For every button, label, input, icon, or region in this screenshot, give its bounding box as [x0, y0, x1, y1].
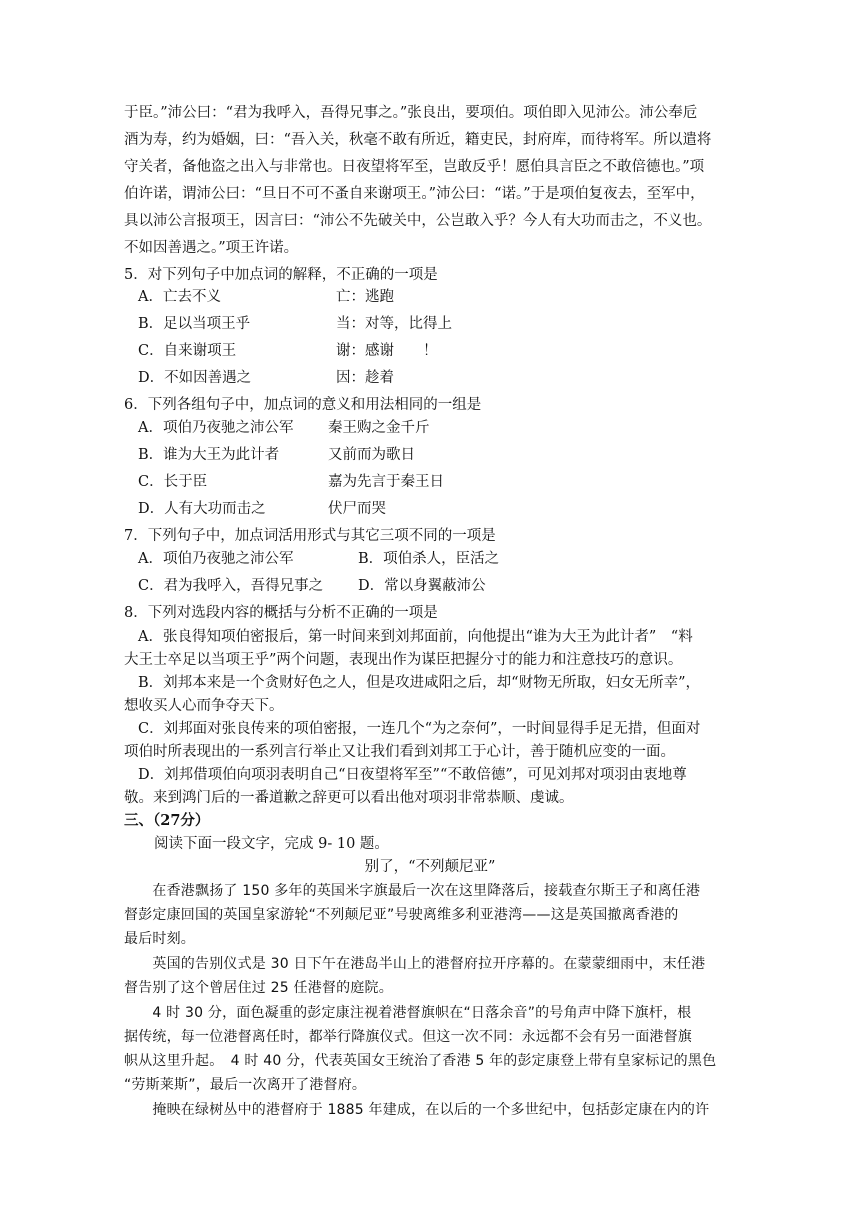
q8-line: A．张良得知项伯密报后，第一时间来到刘邦面前，向他提出“谁为大王为此计者” “料 — [138, 629, 693, 645]
option-sentence: C．长于臣 — [138, 474, 208, 490]
passage-line: 守关者，备他盗之出入与非常也。日夜望将军至，岂敢反乎！愿伯具言臣之不敢倍德也。”项 — [124, 159, 705, 175]
passage-line: 伯许诺，谓沛公曰：“旦日不可不蚤自来谢项王。”沛公曰：“诺。”于是项伯复夜去，至军中， — [124, 186, 705, 202]
q6-option-c — [138, 472, 860, 492]
option-gloss: 因：趁着 — [336, 370, 394, 386]
article-line: 在香港飘扬了 150 多年的英国米字旗最后一次在这里降落后，接载查尔斯王子和离任港 — [124, 883, 701, 899]
article-line: “劳斯莱斯”，最后一次离开了港督府。 — [124, 1077, 367, 1093]
option-gloss: 谢：感谢 ！ — [336, 343, 438, 359]
option-sentence: B．足以当项王乎 — [138, 316, 251, 332]
option-sentence: C．自来谢项王 — [138, 343, 237, 359]
article-line: 督告别了这个曾居住过 25 任港督的庭院。 — [124, 980, 393, 996]
article-line: 4 时 30 分，面色凝重的彭定康注视着港督旗帜在“日落余音”的号角声中降下旗杆，根 — [124, 1005, 692, 1021]
q8-line: 大王士卒足以当项王乎”两个问题，表现出作为谋臣把握分寸的能力和注意技巧的意识。 — [124, 652, 683, 668]
option-sentence: A．亡去不义 — [138, 289, 221, 305]
q6-option-d — [138, 499, 860, 519]
q6-option-b — [138, 445, 860, 465]
article-line: 帜从这里升起。 4 时 40 分，代表英国女王统治了香港 5 年的彭定康登上带有皇家标记的黑色 — [124, 1053, 717, 1069]
option-sentence: D．不如因善遇之 — [138, 370, 252, 386]
q5-option-a — [138, 287, 860, 307]
q8-line: D．刘邦借项伯向项羽表明自己“日夜望将军至”“不敢倍德”，可见刘邦对项羽由衷地尊 — [138, 767, 687, 783]
section-intro: 阅读下面一段文字，完成 9- 10 题。 — [154, 836, 389, 852]
q8-line: 想收买人心而争夺天下。 — [124, 698, 284, 714]
q7-option-d: D．常以身翼蔽沛公 — [358, 578, 486, 594]
passage-line: 于臣。”沛公曰：“君为我呼入，吾得兄事之。”张良出，要项伯。项伯即入见沛公。沛公奉卮 — [124, 105, 698, 121]
section-heading: 三、（27分） — [124, 812, 210, 829]
passage-line: 不如因善遇之。”项王许诺。 — [124, 240, 299, 256]
q7-option-c: C．君为我呼入，吾得兄事之 — [138, 578, 324, 594]
q8-line: 敬。来到鸿门后的一番道歉之辞更可以看出他对项羽非常恭顺、虔诚。 — [124, 790, 574, 806]
q8-line: 项伯时所表现出的一系列言行举止又让我们看到刘邦工于心计，善于随机应变的一面。 — [124, 744, 675, 760]
passage-line: 具以沛公言报项王，因言曰：“沛公不先破关中，公岂敢入乎？今人有大功而击之，不义也。 — [124, 213, 712, 229]
q7-option-b: B．项伯杀人，臣活之 — [358, 551, 500, 567]
option-sentence: B．谁为大王为此计者 — [138, 447, 280, 463]
option-gloss: 当：对等，比得上 — [336, 316, 452, 332]
article-line: 最后时刻。 — [124, 931, 195, 947]
article-title: 别了，“不列颠尼亚” — [364, 859, 496, 875]
q8-line: B．刘邦本来是一个贪财好色之人，但是攻进咸阳之后，却“财物无所取，妇女无所幸”， — [138, 675, 700, 691]
option-sentence: A．项伯乃夜驰之沛公军 — [138, 420, 294, 436]
question-5-stem: 5．对下列句子中加点词的解释，不正确的一项是 — [124, 267, 438, 283]
article-line: 掩映在绿树丛中的港督府于 1885 年建成，在以后的一个多世纪中，包括彭定康在内的许 — [124, 1102, 710, 1118]
article-line: 据传统，每一位港督离任时，都举行降旗仪式。但这一次不同：永远都不会有另一面港督旗 — [124, 1029, 692, 1045]
option-compare: 伏尸而哭 — [328, 501, 386, 517]
question-6-stem: 6．下列各组句子中，加点词的意义和用法相同的一组是 — [124, 397, 482, 413]
q8-line: C．刘邦面对张良传来的项伯密报，一连几个“为之奈何”，一时间显得手足无措，但面对 — [138, 721, 701, 737]
q7-options-row-1 — [138, 549, 860, 569]
q7-options-row-2 — [138, 576, 860, 596]
article-line: 督彭定康回国的英国皇家游轮“不列颠尼亚”号驶离维多利亚港湾——这是英国撤离香港的 — [124, 907, 679, 923]
q6-option-a — [138, 418, 860, 438]
article-line: 英国的告别仪式是 30 日下午在港岛半山上的港督府拉开序幕的。在蒙蒙细雨中，末任港 — [124, 956, 706, 972]
option-compare: 嘉为先言于秦王日 — [328, 474, 444, 490]
option-compare: 又前而为歌日 — [328, 447, 415, 463]
option-sentence: D．人有大功而击之 — [138, 501, 266, 517]
question-7-stem: 7．下列句子中，加点词活用形式与其它三项不同的一项是 — [124, 528, 496, 544]
option-compare: 秦王购之金千斤 — [328, 420, 430, 436]
question-8-stem: 8．下列对选段内容的概括与分析不正确的一项是 — [124, 605, 438, 621]
q5-option-b — [138, 314, 860, 334]
q5-option-d — [138, 368, 860, 388]
q5-option-c — [138, 341, 860, 361]
q7-option-a: A．项伯乃夜驰之沛公军 — [138, 551, 294, 567]
option-gloss: 亡：逃跑 — [336, 289, 394, 305]
passage-line: 酒为寿，约为婚姻，曰：“吾入关，秋毫不敢有所近，籍吏民，封府库，而待将军。所以遣将 — [124, 132, 712, 148]
